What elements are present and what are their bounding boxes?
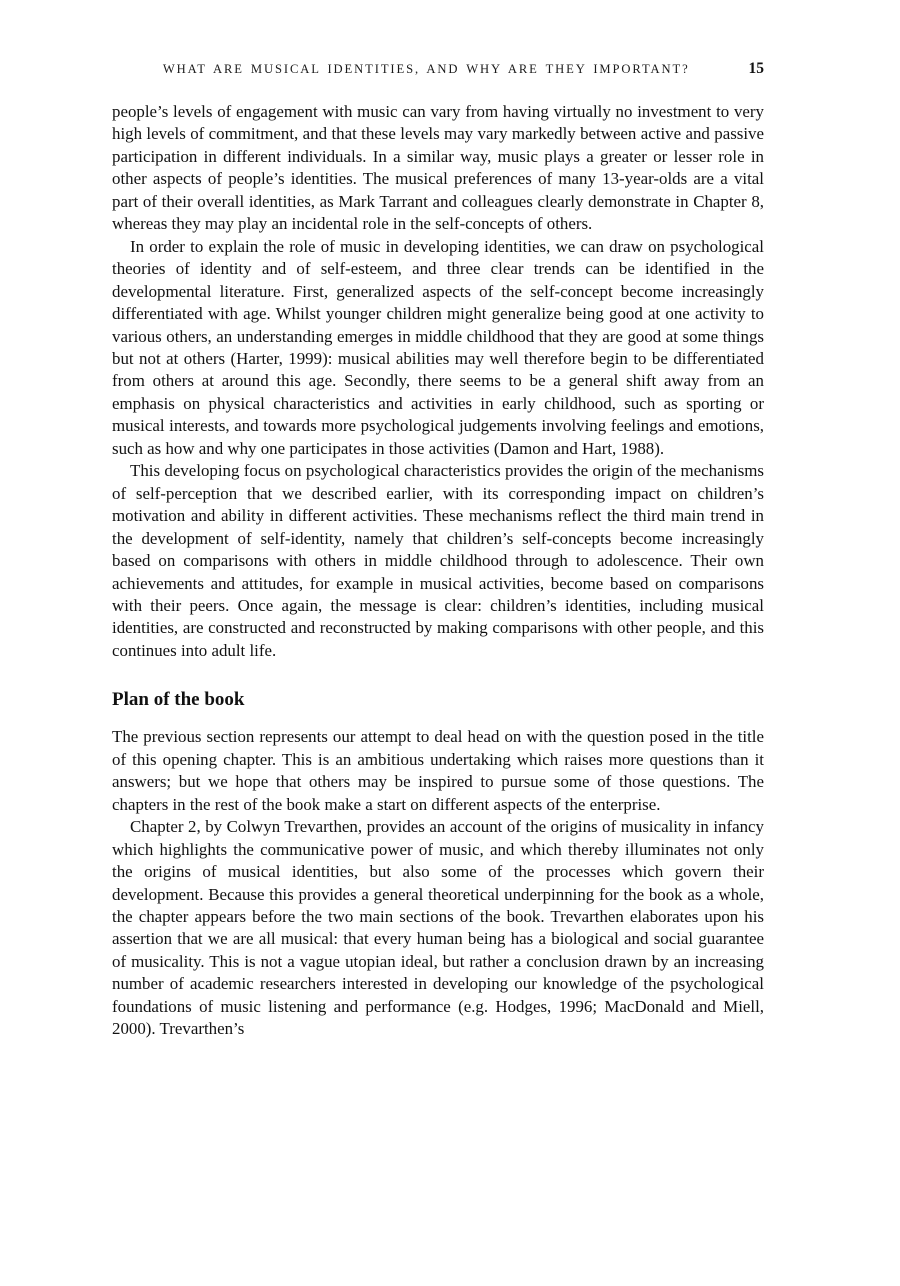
- section-heading-plan-of-the-book: Plan of the book: [112, 689, 245, 711]
- running-header: [112, 60, 764, 78]
- paragraph-psychological-focus: This developing focus on psychological characteristics provides the origin of the mechanisms of self-perception that we described earlier, with its corresponding impact on children’s motivation and ability in different activities. These mechanisms reflect the third main trend in the development of self-identity, namely that children’s self-concepts become increasingly based on comparisons with others in middle childhood through to adolescence. Their own achievements and attitudes, for example in musical activities, become based on comparisons with their peers. Once again, the message is clear: children’s identities, including musical identities, are constructed and reconstructed by making comparisons with other people, and this continues into adult life.: [112, 461, 764, 660]
- page-number: 15: [748, 60, 764, 77]
- text-column: [112, 60, 764, 1041]
- paragraph-engagement-levels: people’s levels of engagement with music can vary from having virtually no investment to very high levels of commitment, and that these levels may vary markedly between active and passive participation in different individuals. In a similar way, music plays a greater or lesser role in other aspects of people’s identities. The musical preferences of many 13-year-olds are a vital part of their overall identities, as Mark Tarrant and colleagues clearly demonstrate in Chapter 8, whereas they may play an incidental role in the self-concepts of others.: [112, 102, 764, 234]
- paragraph-identity-theories: In order to explain the role of music in developing identities, we can draw on psychological theories of identity and of self-esteem, and three clear trends can be identified in the developmental literature. First, generalized aspects of the self-concept become increasingly differentiated with age. Whilst younger children might generalize being good at one activity to various others, an understanding emerges in middle childhood that they are good at some things but not at others (Harter, 1999): musical abilities may well therefore begin to be differentiated from others at around this age. Secondly, there seems to be a general shift away from an emphasis on physical characteristics and activities in early childhood, such as sporting or musical interests, and towards more psychological judgements involving feelings and emotions, such as how and why one participates in those activities (Damon and Hart, 1988).: [112, 236, 764, 458]
- paragraph-previous-section: The previous section represents our attempt to deal head on with the question posed in the title of this opening chapter. This is an ambitious undertaking which raises more questions than it answers; but we hope that others may be inspired to pursue some of those questions. The chapters in the rest of the book make a start on different aspects of the enterprise.: [112, 727, 764, 814]
- paragraph-chapter-2-trevarthen: Chapter 2, by Colwyn Trevarthen, provides an account of the origins of musicality in infancy which highlights the communicative power of music, and which thereby illuminates not only the origins of musical identities, but also some of the processes which govern their development. Because this provides a general theoretical underpinning for the book as a whole, the chapter appears before the two main sections of the book. Trevarthen elaborates upon his assertion that we are all musical: that every human being has a biological and social guarantee of musicality. This is not a vague utopian ideal, but rather a conclusion drawn by an increasing number of academic researchers interested in developing our knowledge of the psychological foundations of music listening and performance (e.g. Hodges, 1996; MacDonald and Miell, 2000). Trevarthen’s: [112, 817, 764, 1039]
- running-header-title: WHAT ARE MUSICAL IDENTITIES, AND WHY ARE THEY IMPORTANT?: [162, 62, 690, 76]
- body-text: [112, 101, 764, 1041]
